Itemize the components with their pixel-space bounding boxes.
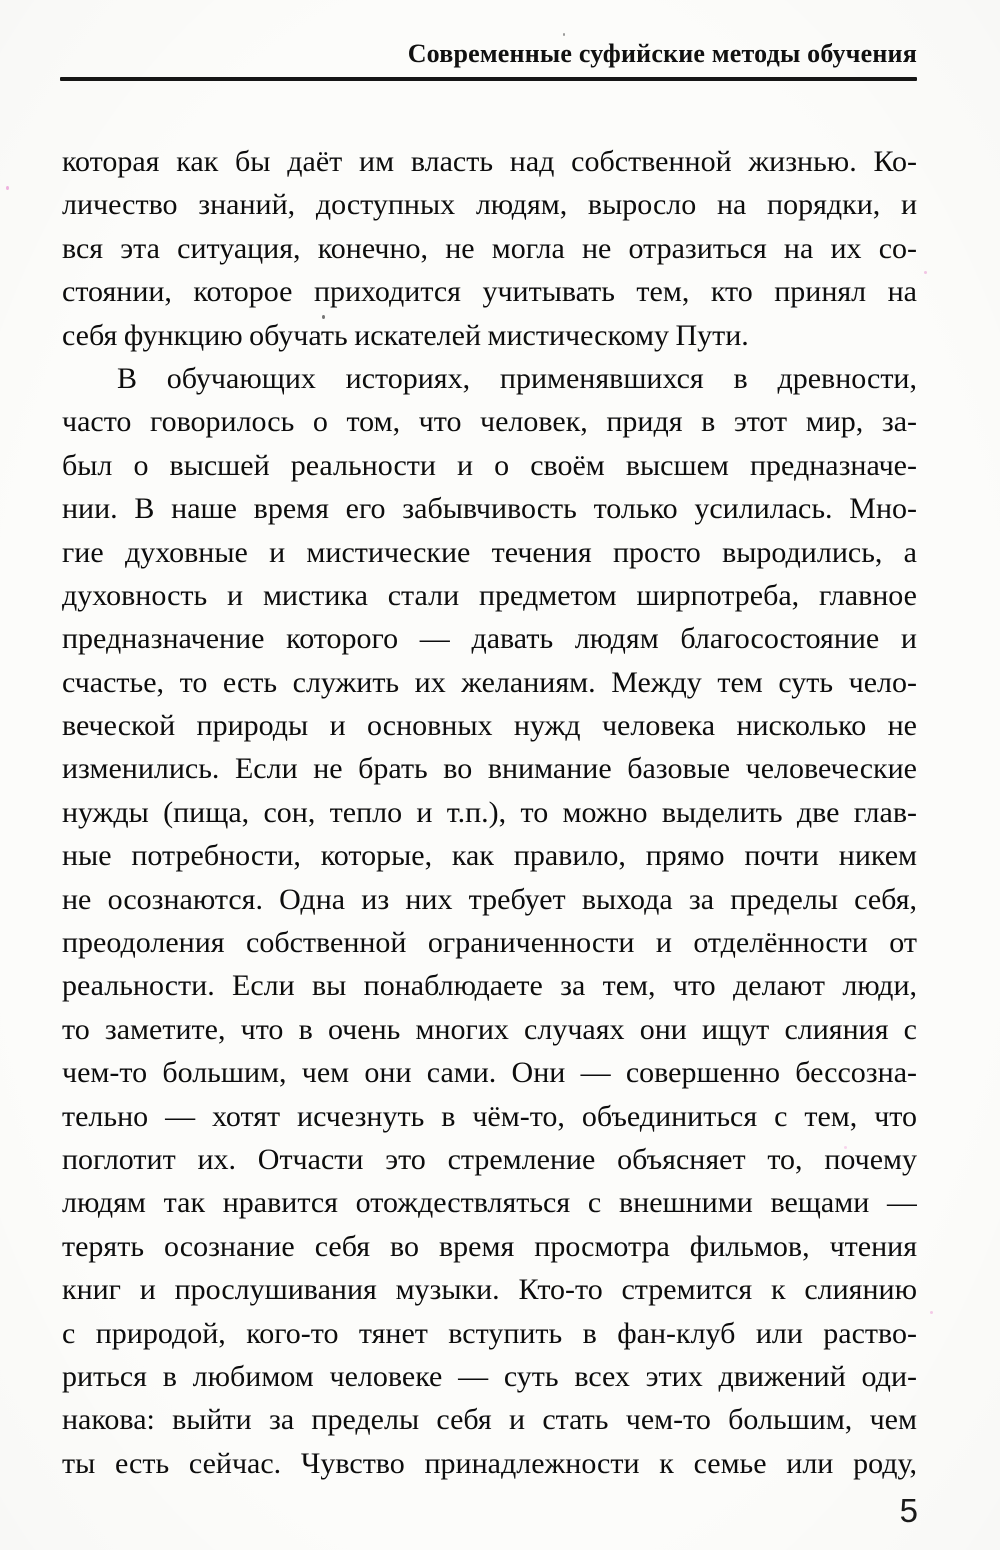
text-line: с природой, кого-то тянет вступить в фан-клуб или раство-: [62, 1316, 917, 1350]
running-header: Современные суфийские методы обучения: [407, 39, 917, 68]
scan-speck: [930, 1311, 933, 1314]
text-line: которая как бы даёт им власть над собственной жизнью. Ко-: [62, 145, 917, 178]
text-line: счастье, то есть служить их желаниям. Между тем суть чело-: [62, 665, 917, 699]
text-line: преодоления собственной ограниченности и отделённости от: [62, 926, 917, 960]
text-line: часто говорилось о том, что человек, придя в этот мир, за-: [62, 405, 917, 439]
text-line: риться в любимом человеке — суть всех этих движений оди-: [62, 1359, 917, 1393]
text-line: реальности. Если вы понаблюдаете за тем, что делают люди,: [62, 969, 917, 1003]
text-line: поглотит их. Отчасти это стремление объясняет то, почему: [62, 1142, 917, 1176]
text-line: то заметите, что в очень многих случаях они ищут слияния с: [62, 1012, 917, 1046]
text-line: духовность и мистика стали предметом ширпотреба, главное: [62, 578, 917, 612]
header-rule: [60, 77, 917, 81]
paragraph: [62, 357, 917, 1485]
text-line: чем-то большим, чем они сами. Они — совершенно бессозна-: [62, 1056, 917, 1090]
scan-speck: [924, 271, 927, 274]
text-line: ные потребности, которые, как правило, прямо почти никем: [62, 839, 917, 873]
page-body: [62, 140, 917, 1485]
text-line: личество знаний, доступных людям, выросло на порядки, и: [62, 188, 917, 222]
text-line: книг и прослушивания музыки. Кто-то стремится к слиянию: [62, 1273, 917, 1307]
text-line: гие духовные и мистические течения просто выродились, а: [62, 535, 917, 569]
text-line: вся эта ситуация, конечно, не могла не отразиться на их со-: [62, 231, 917, 265]
scan-speck: [844, 1146, 847, 1149]
paragraph: [62, 140, 917, 357]
text-line: веческой природы и основных нужд человека нисколько не: [62, 709, 917, 743]
text-line: был о высшей реальности и о своём высшем предназначе-: [62, 448, 917, 482]
text-line: себя функцию обучать искателей мистическому Пути.: [62, 318, 749, 352]
text-line: терять осознание себя во время просмотра фильмов, чтения: [62, 1229, 917, 1263]
text-line: нужды (пища, сон, тепло и т.п.), то можно выделить две глав-: [62, 795, 917, 829]
text-line: предназначение которого — давать людям благосостояние и: [62, 622, 917, 656]
text-line: изменились. Если не брать во внимание базовые человеческие: [62, 752, 917, 786]
text-line: стоянии, которое приходится учитывать тем, кто принял на: [62, 275, 917, 309]
text-line: ты есть сейчас. Чувство принадлежности к семье или роду,: [62, 1446, 917, 1480]
text-line: нии. В наше время его забывчивость только усилилась. Мно-: [62, 492, 917, 526]
text-line: тельно — хотят исчезнуть в чём-то, объединиться с тем, что: [62, 1099, 917, 1133]
scan-speck: [322, 315, 325, 319]
text-line: людям так нравится отождествляться с внешними вещами —: [62, 1186, 917, 1220]
text-line: В обучающих историях, применявшихся в древности,: [117, 361, 917, 395]
text-line: не осознаются. Одна из них требует выхода за пределы себя,: [62, 882, 917, 916]
page-number: 5: [899, 1492, 918, 1529]
scan-speck: [6, 186, 9, 190]
scan-speck: [563, 33, 565, 36]
text-line: накова: выйти за пределы себя и стать чем-то большим, чем: [62, 1403, 917, 1437]
